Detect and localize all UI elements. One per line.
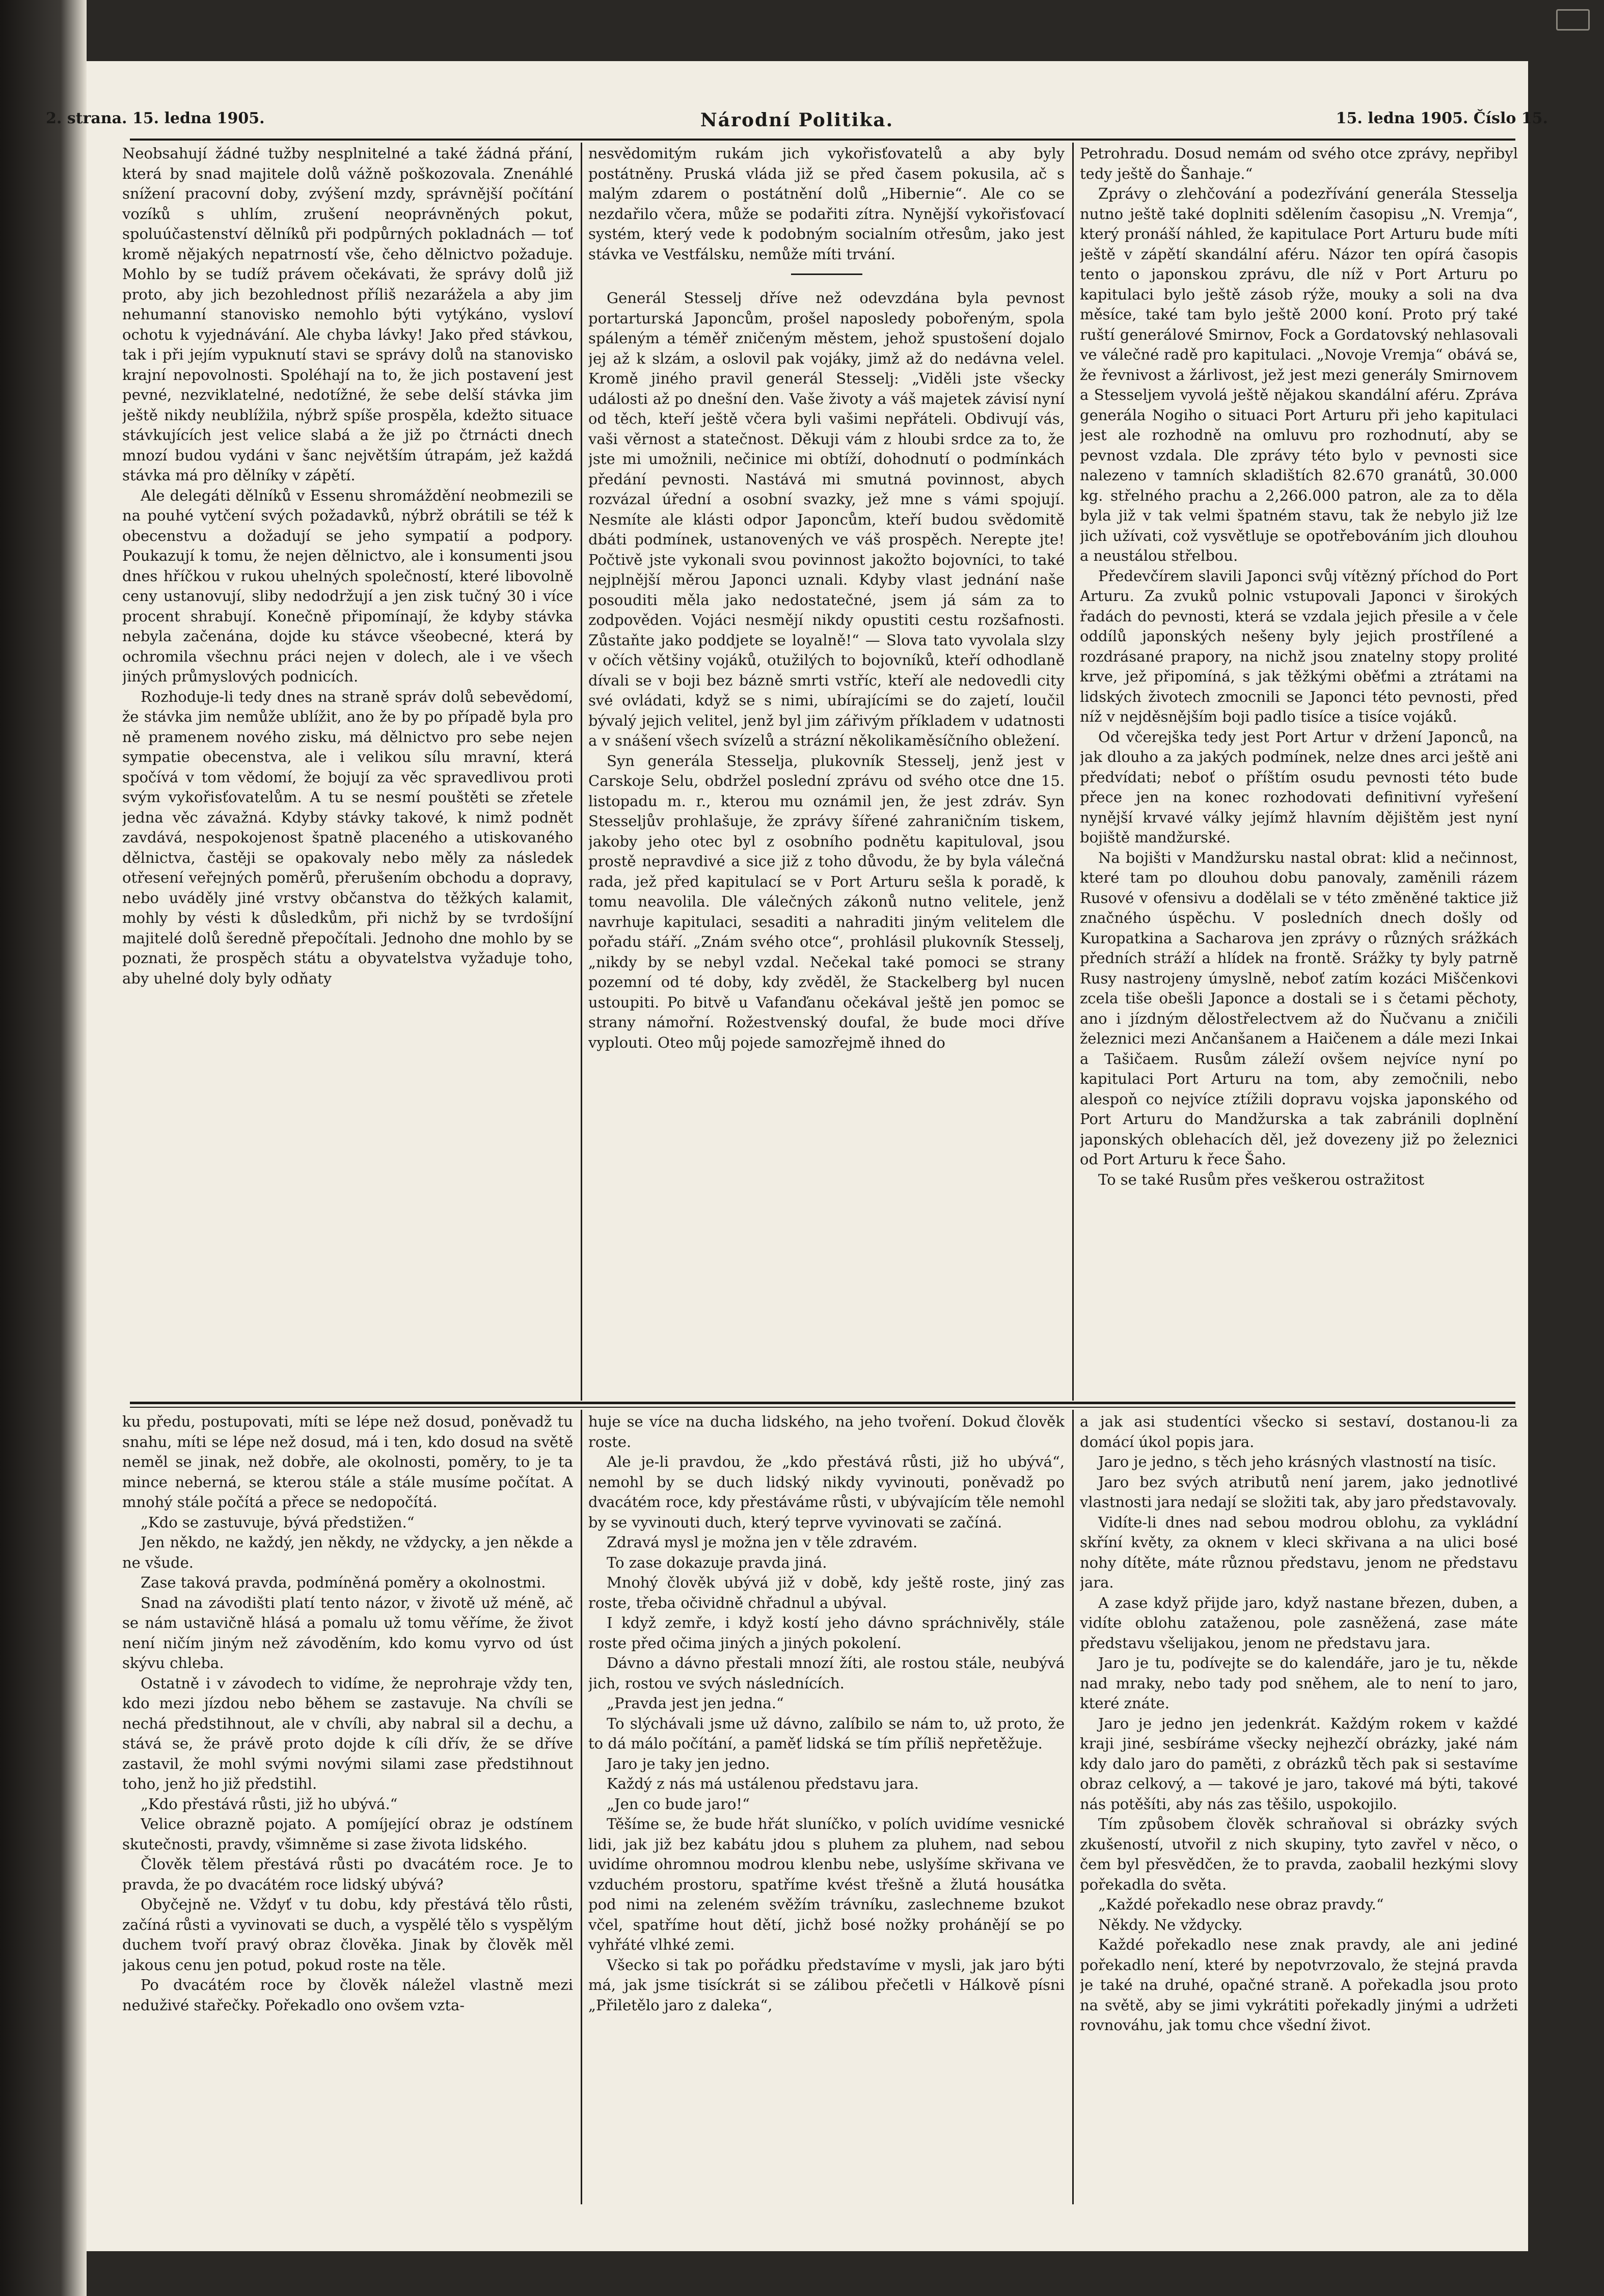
- paragraph: Zprávy o zlehčování a podezřívání generála Stesselja nutno ještě také doplniti sdělením časopisu „N. Vremja“, který pronáší náhled, že kapitulace Port Arturu bude míti ještě v zápětí skandální aféru. Názor ten opírá časopis tento o japonskou zprávu, dle níž v Port Arturu po kapitulaci bylo ještě zásob rýže, mouky a soli na dva měsíce, také tam bylo ještě 2000 koní. Proto prý také ruští generálové Smirnov, Fock a Gordatovský nehlasovali ve válečné radě pro kapitulaci. „Novoje Vremja“ obává se, že řevnivost a žárlivost, jež jest mezi generály Smirnovem a Stesseljem vyvolá ještě nějakou skandální aféru. Zpráva generála Nogiho o situaci Port Arturu při jeho kapitulaci jest ale rozhodně na omluvu pro rozhodnutí, aby se pevnost vzdala. Dle zprávy této bylo v pevnosti sice nalezeno v tamních skladištích 82.670 granátů, 30.000 kg. střelného prachu a 2,266.000 patron, ale za to děla byla již v tak velmi špatném stavu, tak že nebylo již lze jich užívati, což vysvětluje se opotřebováním jich dlouhou a neustálou střelbou.: [1080, 185, 1518, 564]
- paragraph: Každé pořekadlo nese znak pravdy, ale ani jediné pořekadlo není, které by nepotvrzovalo, že stejná pravda je také na druhé, opačné straně. A pořekadla jsou proto na světě, aby se jimi vykrátiti pořekadly jinými a udržeti rovnováhu, jak tomu chce všední život.: [1080, 1936, 1518, 2034]
- paragraph: „Jen co bude jaro!“: [607, 1795, 750, 1813]
- paragraph: Neobsahují žádné tužby nesplnitelné a také žádná přání, která by snad majitele dolů vážně poškozovala. Znenáhlé snížení pracovní doby, zvýšení mzdy, správnější počítání vozíků s uhlím, zrušení neoprávněných pokut, spoluúčastenství dělníků při podpůrných pokladnách — toť kromě nějakých nepatrností vše, čeho dělnictvo požaduje. Mohlo by se tudíž právem očekávati, že správy dolů již proto, aby jich bezohlednost příliš nezarážela a aby jim nehumanní stanovisko nemohlo býti vytýkáno, vysloví ochotu k vyjednávání. Ale chyba lávky! Jako před stávkou, tak i při jejím vypuknutí stavi se správy dolů na stanovisko krajní nepovolnosti. Spoléhají na to, že jich postavení jest pevné, nezviklatelné, nedotížné, že sebe delší stávka jim ještě nikdy neublížila, nýbrž spíše prospěla, kdežto situace stávkujících jest velice slabá a že již po čtrnácti dnech mnozí budou vydáni v šanc největším útrapám, jež každá stávka má pro dělníky v zápětí.: [122, 145, 573, 484]
- page-date: 2. strana. 15. ledna 1905.: [46, 110, 265, 127]
- paragraph: I když zemře, i když kostí jeho dávno spráchnivěly, stále roste před očima jiných a jiných pokolení.: [588, 1614, 1065, 1652]
- paragraph: To zase dokazuje pravda jiná.: [607, 1553, 827, 1571]
- paragraph: Tím způsobem člověk schraňoval si obrázky svých zkušeností, utvořil z nich skupiny, tyto zavřel v něco, o čem byl přesvědčen, že to pravda, zaobalil hezkými slovy pořekadla do světa.: [1080, 1815, 1518, 1893]
- feuilleton-rule: [130, 1402, 1515, 1404]
- column-divider: [581, 143, 582, 1401]
- feuilleton-column-2: [588, 1412, 1065, 2201]
- newspaper-title: Národní Politika.: [700, 110, 894, 131]
- paragraph: Ale je-li pravdou, že „kdo přestává růsti, již ho ubývá“, nemohl by se duch lidský nikdy vyvinouti, poněvadž po dvacátém roce, kdy přestáváme růsti, v ubývajícím těle nemohl by se vyvinouti duch, který teprve vyvinovati se začíná.: [588, 1453, 1065, 1531]
- paragraph: Jaro je jedno jen jedenkrát. Každým rokem v každé kraji jiné, sesbíráme všecky nejhezčí obrázky, jaké nám kdy dalo jaro do paměti, z obrázků těch pak si sestavíme obraz celkový, a — takové je jaro, takové má býti, takové nás potěšíti, aby nás zas těšilo, uspokojilo.: [1080, 1714, 1518, 1813]
- paragraph: To se také Rusům přes veškerou ostražitost: [1098, 1170, 1425, 1188]
- article-column-3: [1080, 144, 1518, 1398]
- headline-rule: [791, 274, 862, 275]
- paragraph: huje se více na ducha lidského, na jeho tvoření. Dokud člověk roste.: [588, 1413, 1065, 1451]
- paragraph: Od včerejška tedy jest Port Artur v držení Japonců, na jak dlouho a za jakých podmínek, nelze dnes arci ještě ani předvídati; neboť o příštím osudu pevnosti této bude přece jen na konec rozhodovati definitivní vyřešení nynější krvavé války jejímž hlavním dějištěm jest nyní bojiště mandžurské.: [1080, 728, 1518, 846]
- paragraph: Snad na závodišti platí tento názor, v životě už méně, ač se nám ustavičně hlásá a pomalu už tomu věříme, že život není ničím jiným než závoděním, kdo komu vyrvo od úst skývu chleba.: [122, 1594, 573, 1672]
- issue-number: 15. ledna 1905. Číslo 15.: [1336, 110, 1548, 127]
- paragraph: Velice obrazně pojato. A pomíjející obraz je odstínem skutečnosti, pravdy, všimněme si zase života lidského.: [122, 1815, 573, 1853]
- scan-marker: [1556, 9, 1590, 31]
- paragraph: „Kdo se zastuvuje, bývá předstižen.“: [141, 1513, 415, 1531]
- paragraph: Mnohý člověk ubývá již v době, kdy ještě roste, jiný zas roste, třeba očividně chřadnul a ubýval.: [588, 1574, 1065, 1611]
- paragraph: nesvědomitým rukám jich vykořisťovatelů a aby byly postátněny. Pruská vláda již se před časem pokusila, ač s malým zdarem o postátnění dolů „Hibernie“. Ale co se nezdařilo včera, může se podařiti zítra. Nynější vykořisťovací systém, který vede k podobným socialním otřesům, jako jest stávka ve Vestfálsku, nemůže míti trvání.: [588, 145, 1065, 263]
- paragraph: Zdravá mysl je možna jen v těle zdravém.: [607, 1534, 918, 1551]
- paragraph: Jaro je tu, podívejte se do kalendáře, jaro je tu, někde nad mraky, nebo tady pod sněhem, ale to není to jaro, které znáte.: [1080, 1654, 1518, 1712]
- article-column-1: [122, 144, 573, 1398]
- paragraph: Generál Stesselj dříve než odevzdána byla pevnost portarturská Japoncům, prošel naposledy pobořeným, spola spáleným a téměř zničeným městem, jehož spustošení dojalo jej až k slzám, a oslovil pak vojáky, jimž až do nedávna velel. Kromě jiného pravil generál Stesselj: „Viděli jste všecky události až po dnešní den. Vaše životy a váš majetek závisí nyní od těch, kteří ještě včera byli vašimi nepřáteli. Obdivují vás, vaši věrnost a statečnost. Děkuji vám z hloubi srdce za to, že jste mi umožnili, nečinice mi obtíží, dohodnutí o podmínkách předání pevnosti. Nastává mi smutná povinnost, abych rozvázal úřední a osobní svazky, jež mne s vámi spojují. Nesmíte ale klásti odpor Japoncům, kteří budou svědomitě dbáti podmínek, ustanovených ve váš prospěch. Nerepte jte! Počtivě jste vykonali svou povinnost jakožto bojovníci, to také nejplnější měrou Japonci uznali. Kdyby vlast jednání naše posouditi měla jako nedostatečné, jsem já sám za to zodpověden. Vojáci nesmějí nikdy opustiti cestu rozšafnosti. Zůstaňte jako poddjete se loyalně!“ — Slova tato vyvolala slzy v očích většiny vojáků, otužilých to bojovníků, kteří odhodlaně dívali se v boji bez bázně smrti vstříc, kteří ale nedovedli city své ovládati, když se s nimi, ubírajícími se do zajetí, loučil bývalý jejich velitel, jenž byl jim zářivým příkladem v udatnosti a v snášení všech svízelů a strázní několikaměsíčního obležení.: [588, 289, 1065, 749]
- paragraph: ku předu, postupovati, míti se lépe než dosud, poněvadž tu snahu, míti se lépe než dosud, má i ten, kdo dosud na světě neměl se jinak, než dobře, ale okolnosti, poměry, to je ta mince neberná, se kterou stále a stále musíme počítat. A mnohý stále počítá a přece se nedopočítá.: [122, 1413, 573, 1511]
- paragraph: Po dvacátém roce by člověk náležel vlastně mezi neduživé stařečky. Pořekadlo ono ovšem vzta-: [122, 1976, 573, 2014]
- paragraph: Jen někdo, ne každý, jen někdy, ne vždycky, a jen někde a ne všude.: [122, 1534, 573, 1571]
- paragraph: A zase když přijde jaro, když nastane březen, duben, a vidíte oblohu zataženou, pole zasněžená, zase máte představu všelijakou, jenom ne představu jara.: [1080, 1594, 1518, 1652]
- paragraph: Všecko si tak po pořádku představíme v mysli, jak jaro býti má, jak jsme tisíckrát si se zálibou přečetli v Hálkově písni „Přiletělo jaro z daleka“,: [588, 1956, 1065, 2014]
- paragraph: Syn generála Stesselja, plukovník Stesselj, jenž jest v Carskoje Selu, obdržel poslední zprávu od svého otce dne 15. listopadu m. r., kterou mu oznámil jen, že jest zdráv. Syn Stesseljův prohlašuje, že zprávy šířené zahraničním tiskem, jakoby jeho otec byl z osobního podnětu kapituloval, jsou prostě nepravdivé a sice již z toho důvodu, že by byla válečná rada, jež před kapitulací se v Port Arturu sešla k poradě, k tomu neavolila. Dle válečných zákonů nutno velitele, jenž navrhuje kapitulaci, sesaditi a nahraditi jiným velitelem dle pořadu stáří. „Znám svého otce“, prohlásil plukovník Stesselj, „nikdy by se nebyl vzdal. Nečekal také pomoci se strany pozemní od té doby, kdy zvěděl, že Stackelberg byl nucen ustoupiti. Po bitvě u Vafanďanu očekával ještě jen pomoc se strany námořní. Rožestvenský doufal, že bude moci dříve vyplouti. Oteo můj pojede samozřejmě ihned do: [588, 752, 1065, 1051]
- paragraph: Zase taková pravda, podmíněná poměry a okolnostmi.: [141, 1574, 546, 1591]
- header-rule: [130, 139, 1515, 141]
- paragraph: a jak asi studentíci všecko si sestaví, dostanou-li za domácí úkol popis jara.: [1080, 1413, 1518, 1451]
- feuilleton-column-3: [1080, 1412, 1518, 2201]
- paragraph: Petrohradu. Dosud nemám od svého otce zprávy, nepřibyl tedy ještě do Šanhaje.“: [1080, 145, 1518, 182]
- paragraph: Člověk tělem přestává růsti po dvacátém roce. Je to pravda, že po dvacátém roce lidský ubývá?: [122, 1855, 573, 1893]
- paragraph: Někdy. Ne vždycky.: [1098, 1916, 1243, 1933]
- column-divider: [1072, 1410, 1074, 2204]
- paragraph: Předevčírem slavili Japonci svůj vítězný příchod do Port Arturu. Za zvuků polnic vstupovali Japonci v širokých řadách do pevnosti, která se vzdala jejich přesile a v čele oddílů japonských nešeny byly jejich prostřílené a rozdrásané prapory, na nichž jsou znatelny stopy prolité krve, jež připomíná, s jak těžkými oběťmi a ztrátami na lidských životech zmocnili se Japonci této pevnosti, před níž v nejděsnějším boji padlo tisíce a tisíce vojáků.: [1080, 567, 1518, 725]
- paragraph: To slýchávali jsme už dávno, zalíbilo se nám to, už proto, že to dá málo počítání, a paměť lidská se tím příliš nepřetěžuje.: [588, 1714, 1065, 1752]
- paragraph: Vidíte-li dnes nad sebou modrou oblohu, za vykládní skříní květy, za oknem v kleci skřivana a na ulici bosé nohy dítěte, máte různou představu, jenom ne představu jara.: [1080, 1513, 1518, 1591]
- paragraph: Na bojišti v Mandžursku nastal obrat: klid a nečinnost, které tam po dlouhou dobu panovaly, zaměnili rázem Rusové v ofensivu a dodělali se v této změněné taktice již značného úspěchu. V posledních dnech došly od Kuropatkina a Sacharova jen zprávy o různých srážkách předních stráží a hlídek na frontě. Srážky ty byly patrně Rusy nastrojeny úmyslně, neboť zatím kozáci Miščenkovi zcela tiše obešli Japonce a dostali se i s četami pěchoty, ano i jízdným dělostřelectvem až do Ňučvanu a zničili železnici mezi Ančanšanem a Haičenem a dále mezi Inkai a Tašičaem. Rusům záleží ovšem nejvíce nyní po kapitulaci Port Arturu na tom, aby zemočnili, nebo alespoň co nejvíce ztížili dopravu vojska japonského od Port Arturu do Mandžurska a tak zabránili doplnění japonských oblehacích děl, jež dovezeny již po železnici od Port Arturu k řece Šaho.: [1080, 849, 1518, 1168]
- paragraph: Každý z nás má ustálenou představu jara.: [607, 1775, 919, 1792]
- paragraph: Jaro bez svých atributů není jarem, jako jednotlivé vlastnosti jara nedají se složiti tak, aby jaro představovaly.: [1080, 1473, 1518, 1511]
- page-header: [46, 110, 1548, 135]
- paragraph: Dávno a dávno přestali mnozí žíti, ale rostou stále, neubývá jich, rostou ve svých následnících.: [588, 1654, 1065, 1692]
- paragraph: Jaro je jedno, s těch jeho krásných vlastností na tisíc.: [1098, 1453, 1497, 1470]
- feuilleton-rule: [130, 1407, 1515, 1408]
- column-divider: [581, 1410, 582, 2204]
- feuilleton-column-1: [122, 1412, 573, 2201]
- paragraph: Těšíme se, že bude hřát sluníčko, v polích uvidíme vesnické lidi, jak již bez kabátu jdou s pluhem za pluhem, nad sebou uvidíme ohromnou modrou klenbu nebe, uslyšíme skřivana ve vzduchém prostoru, spatříme kvést třešně a žlutá housátka pod nimi na zeleném svěžím trávníku, zaslechneme bzukot včel, spatříme hout dětí, jichž bosé nožky prohánějí se po vyhřáté vlhké zemi.: [588, 1815, 1065, 1953]
- paragraph: „Každé pořekadlo nese obraz pravdy.“: [1098, 1896, 1384, 1913]
- paragraph: Jaro je taky jen jedno.: [607, 1755, 770, 1772]
- scan-edge: [0, 0, 87, 2296]
- column-divider: [1072, 143, 1074, 1401]
- paragraph: Ostatně i v závodech to vidíme, že neprohraje vždy ten, kdo mezi jízdou nebo během se zastavuje. Na chvíli se nechá předstihnout, ale v chvíli, aby nabral sil a dechu, a stává se, že právě proto dojde k cíli dřív, že se dříve zastavil, že mohl svými novými silami zase předstihnout toho, jenž ho již předstihl.: [122, 1674, 573, 1792]
- article-column-2: [588, 144, 1065, 1398]
- paragraph: Ale delegáti dělníků v Essenu shromáždění neobmezili se na pouhé vytčení svých požadavků, nýbrž obrátili se též k obecenstvu a dožadují se jeho sympatií a podpory. Poukazují k tomu, že nejen dělnictvo, ale i konsumenti jsou dnes hříčkou v rukou uhelných společností, které libovolně ceny ustanovují, sliby nedodržují a jen zisk tučný 30 i více procent shrabují. Konečně připomínají, že kdyby stávka nebyla začenána, dojde ku stávce všeobecné, která by ochromila všechnu práci nejen v dolech, ale i ve všech jiných průmyslových podnicích.: [122, 486, 573, 685]
- paragraph: Obyčejně ne. Vždyť v tu dobu, kdy přestává tělo růsti, začíná růsti a vyvinovati se duch, a vyspělé tělo s vyspělým duchem tvoří pravý obraz člověka. Jinak by člověk měl jakous cenu jen potud, pokud roste na těle.: [122, 1896, 573, 1974]
- paragraph: „Kdo přestává růsti, již ho ubývá.“: [141, 1795, 398, 1813]
- paragraph: „Pravda jest jen jedna.“: [607, 1694, 784, 1712]
- paragraph: Rozhoduje-li tedy dnes na straně správ dolů sebevědomí, že stávka jim nemůže ublížit, ano že by po případě byla pro ně pramenem nového zisku, má dělnictvo pro sebe nejen sympatie obecenstva, ale i velikou sílu mravní, která spočívá v tom vědomí, že bojují za věc spravedlivou proti svým vykořisťovatelům. A tu se nesmí pouštěti se zřetele jedna věc závažná. Kdyby stávky takové, k nimž podnět zavdává, nespokojenost špatně placeného a utiskovaného dělnictva, častěji se opakovaly nebo měly za následek otřesení veřejných poměrů, přerušením obchodu a dopravy, nebo uváděly jiné vrstvy občanstva do těžkých kalamit, mohly by vésti k důsledkům, při nichž by se tvrdošíjní majitelé dolů šeredně přepočítali. Jednoho dne mohlo by se poznati, že prospěch státu a obyvatelstva vyžaduje toho, aby uhelné doly byly odňaty: [122, 688, 573, 987]
